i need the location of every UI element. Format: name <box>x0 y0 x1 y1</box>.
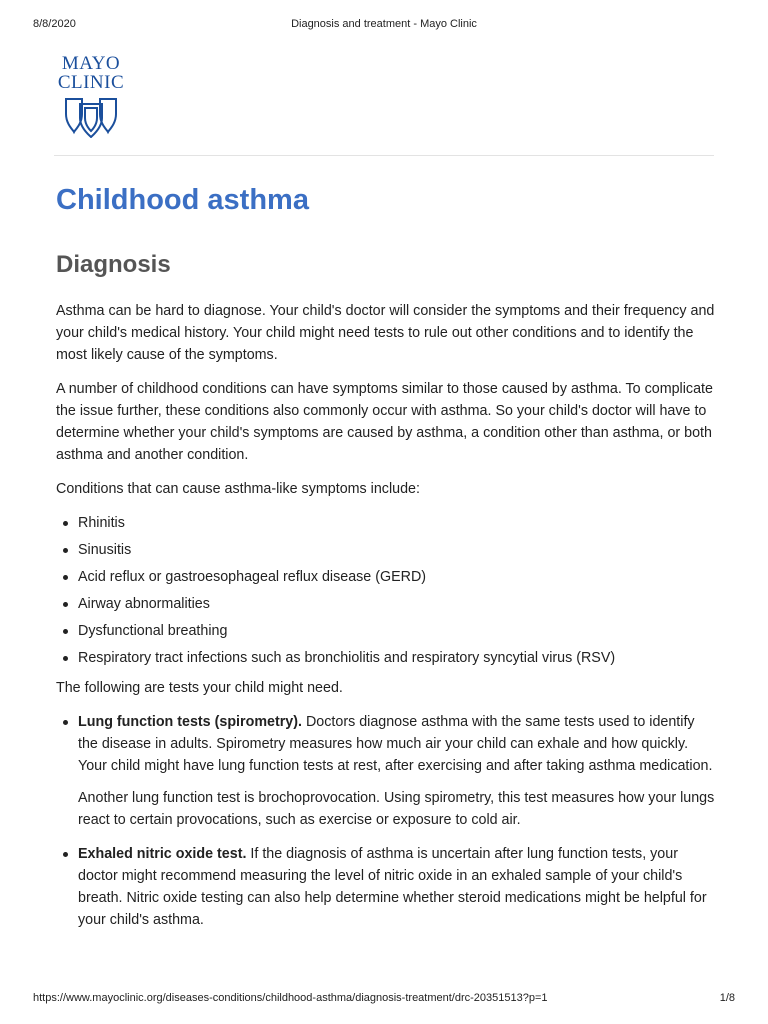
print-header <box>33 18 735 32</box>
page-title: Childhood asthma <box>56 184 309 216</box>
paragraph-intro: Asthma can be hard to diagnose. Your child's doctor will consider the symptoms and their frequency and your child's medical history. Your child might need tests to rule out other conditions and to identify the most likely cause of the symptoms. <box>56 303 715 363</box>
paragraph-conditions-intro: Conditions that can cause asthma-like symptoms include: <box>56 481 420 497</box>
list-item: Dysfunctional breathing <box>56 620 716 642</box>
print-footer <box>33 992 735 1006</box>
header-divider <box>54 155 714 156</box>
list-item-nitric-oxide <box>56 843 716 931</box>
page-url-link[interactable]: https://www.mayoclinic.org/diseases-conditions/childhood-asthma/diagnosis-treatment/drc-20351513?p=1 <box>33 992 548 1004</box>
test-term: Exhaled nitric oxide test. <box>78 846 247 862</box>
list-item: Acid reflux or gastroesophageal reflux disease (GERD) <box>56 566 716 588</box>
list-item: Airway abnormalities <box>56 593 716 615</box>
list-item-lung-function <box>56 711 716 831</box>
list-item: Sinusitis <box>56 539 716 561</box>
list-item: Rhinitis <box>56 512 716 534</box>
test-term: Lung function tests (spirometry). <box>78 714 302 730</box>
logo-text-clinic: CLINIC <box>57 72 125 93</box>
paragraph-similar-conditions: A number of childhood conditions can have symptoms similar to those caused by asthma. To complicate the issue further, these conditions also commonly occur with asthma. So your child's doctor will have to determine whether your child's symptoms are caused by asthma, a condition other than asthma, or both asthma and another condition. <box>56 381 713 463</box>
tests-list <box>56 711 716 931</box>
test-description: Doctors diagnose asthma with the same tests used to identify the disease in adults. Spirometry measures how much air your child can exhale and how quickly. Your child might have lung function tests at rest, after exercising and after taking asthma medication. <box>78 714 713 774</box>
list-item: Respiratory tract infections such as bronchiolitis and respiratory syncytial virus (RSV) <box>56 647 716 669</box>
test-description: If the diagnosis of asthma is uncertain after lung function tests, your doctor might recommend measuring the level of nitric oxide in an exhaled sample of your child's breath. Nitric oxide testing can also help determine whether steroid medications might be helpful for your child's asthma. <box>78 846 707 928</box>
mayo-clinic-logo[interactable] <box>54 54 134 140</box>
paragraph-tests-intro: The following are tests your child might need. <box>56 680 343 696</box>
test-sub-paragraph: Another lung function test is brochoprovocation. Using spirometry, this test measures how your lungs react to certain provocations, such as exercise or exposure to cold air. <box>78 790 715 828</box>
article-content <box>56 180 716 931</box>
print-date: 8/8/2020 <box>33 18 76 30</box>
page-number: 1/8 <box>719 992 735 1004</box>
print-page-title: Diagnosis and treatment - Mayo Clinic <box>291 18 477 30</box>
mayo-shields-icon <box>63 96 119 138</box>
logo-text-mayo: MAYO <box>61 53 121 74</box>
section-heading-diagnosis: Diagnosis <box>56 251 171 278</box>
conditions-list <box>56 512 716 669</box>
